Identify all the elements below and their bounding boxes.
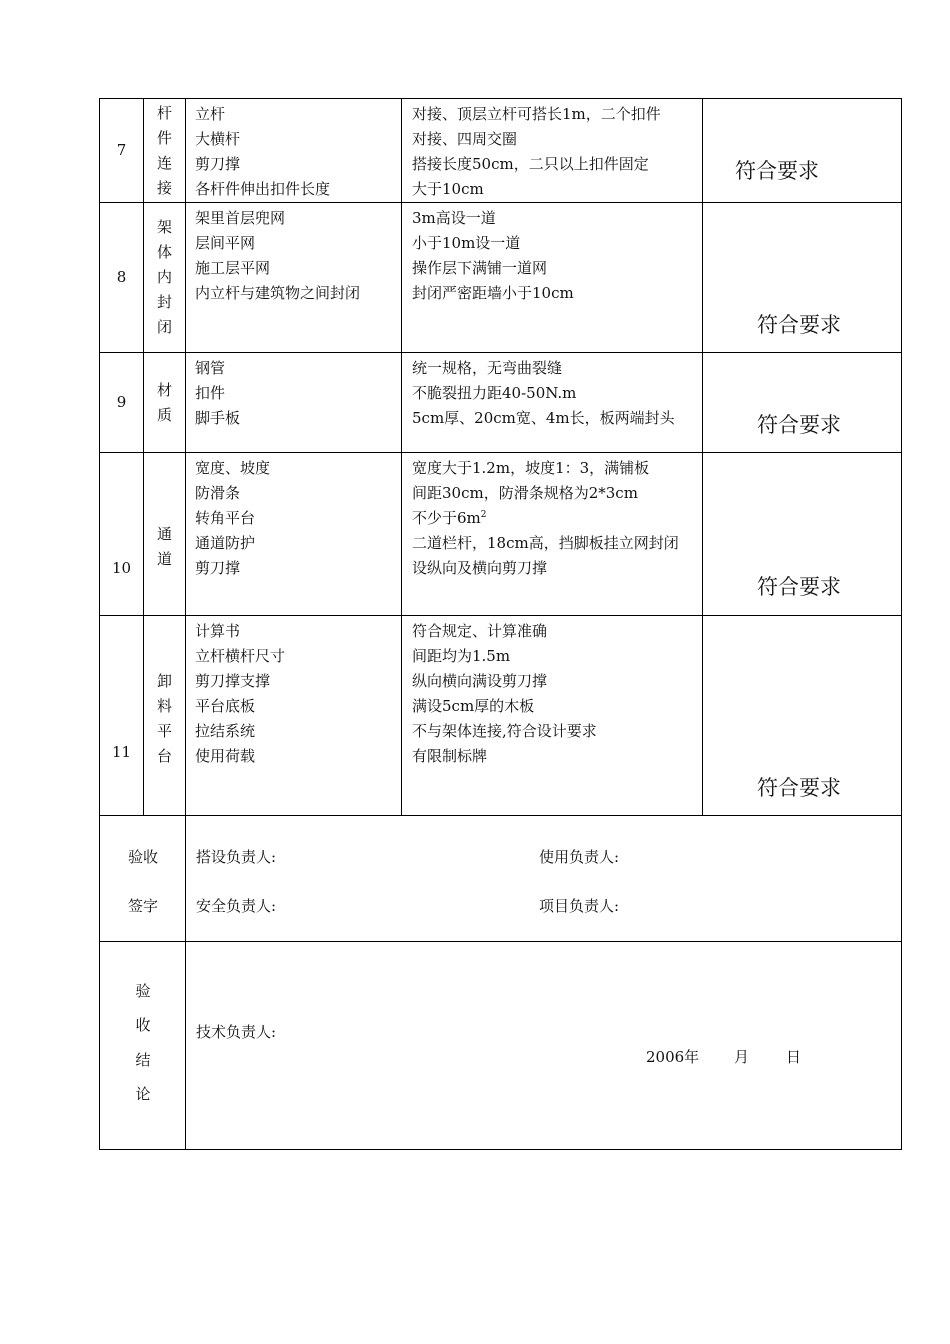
user-signature-label: 使用负责人: bbox=[539, 848, 620, 866]
row-requirements: 统一规格，无弯曲裂缝 不脆裂扭力距40-50N.m 5cm厚、20cm宽、4m长，板两端封头 bbox=[402, 353, 703, 453]
table-row bbox=[100, 616, 902, 816]
row-result: 符合要求 bbox=[757, 413, 841, 437]
row-result: 符合要求 bbox=[757, 313, 841, 337]
row-items: 架里首层兜网 层间平网 施工层平网 内立杆与建筑物之间封闭 bbox=[186, 203, 402, 353]
conclusion-label-char: 验 bbox=[135, 982, 151, 1000]
row-result: 符合要求 bbox=[735, 159, 819, 183]
conclusion-label-char: 收 bbox=[135, 1016, 151, 1034]
row-requirements: 符合规定、计算准确 间距均为1.5m 纵向横向满设剪刀撑 满设5cm厚的木板 不与架体连接,符合设计要求 有限制标牌 bbox=[402, 616, 703, 816]
safety-signature-label: 安全负责人: bbox=[196, 897, 277, 915]
signature-label-line2: 签字 bbox=[127, 897, 158, 915]
conclusion-label-char: 结 bbox=[135, 1051, 151, 1069]
row-category: 架 体 内 封 闭 bbox=[144, 203, 186, 353]
builder-signature-label: 搭设负责人: bbox=[196, 848, 277, 866]
row-result: 符合要求 bbox=[757, 575, 841, 599]
tech-signature-label: 技术负责人: bbox=[196, 1023, 277, 1041]
date-year: 2006年 bbox=[646, 1048, 700, 1066]
row-number: 7 bbox=[100, 99, 144, 203]
row-category: 杆 件 连 接 bbox=[144, 99, 186, 203]
row-number: 9 bbox=[100, 353, 144, 453]
conclusion-label-char: 论 bbox=[135, 1085, 151, 1103]
row-requirements: 宽度大于1.2m，坡度1：3，满铺板 间距30cm，防滑条规格为2*3cm 不少于$6m^2$ 二道栏杆，18cm高，挡脚板挂立网封闭 设纵向及横向剪刀撑 bbox=[402, 453, 703, 616]
row-items: 立杆 大横杆 剪刀撑 各杆件伸出扣件长度 bbox=[186, 99, 402, 203]
date-day: 日 bbox=[786, 1048, 802, 1066]
row-items: 宽度、坡度 防滑条 转角平台 通道防护 剪刀撑 bbox=[186, 453, 402, 616]
row-result-cell bbox=[703, 99, 902, 203]
superscript-two: 2 bbox=[480, 510, 487, 520]
table-row bbox=[100, 99, 902, 203]
signature-content-cell bbox=[186, 816, 902, 942]
conclusion-row bbox=[100, 942, 902, 1150]
conclusion-content-cell bbox=[186, 942, 902, 1150]
table-row bbox=[100, 453, 902, 616]
row-category: 卸 料 平 台 bbox=[144, 616, 186, 816]
date-month: 月 bbox=[734, 1048, 750, 1066]
row-category: 材 质 bbox=[144, 353, 186, 453]
row-category: 通 道 bbox=[144, 453, 186, 616]
row-items: 钢管 扣件 脚手板 bbox=[186, 353, 402, 453]
row-number: 10 bbox=[100, 453, 144, 616]
signature-label-cell bbox=[100, 816, 186, 942]
inspection-table bbox=[99, 98, 902, 1150]
row-result: 符合要求 bbox=[757, 776, 841, 800]
row-items: 计算书 立杆横杆尺寸 剪刀撑支撑 平台底板 拉结系统 使用荷载 bbox=[186, 616, 402, 816]
row-number: 8 bbox=[100, 203, 144, 353]
project-signature-label: 项目负责人: bbox=[539, 897, 620, 915]
table-row bbox=[100, 203, 902, 353]
row-result-cell bbox=[703, 616, 902, 816]
row-requirements: 对接、顶层立杆可搭长1m，二个扣件 对接、四周交圈 搭接长度50cm，二只以上扣件固定 大于10cm bbox=[402, 99, 703, 203]
table-row bbox=[100, 353, 902, 453]
row-result-cell bbox=[703, 353, 902, 453]
row-result-cell bbox=[703, 203, 902, 353]
conclusion-label-cell bbox=[100, 942, 186, 1150]
row-requirements: 3m高设一道 小于10m设一道 操作层下满铺一道网 封闭严密距墙小于10cm bbox=[402, 203, 703, 353]
signature-label-line1: 验收 bbox=[127, 848, 158, 866]
row-result-cell bbox=[703, 453, 902, 616]
signature-row bbox=[100, 816, 902, 942]
row-number: 11 bbox=[100, 616, 144, 816]
